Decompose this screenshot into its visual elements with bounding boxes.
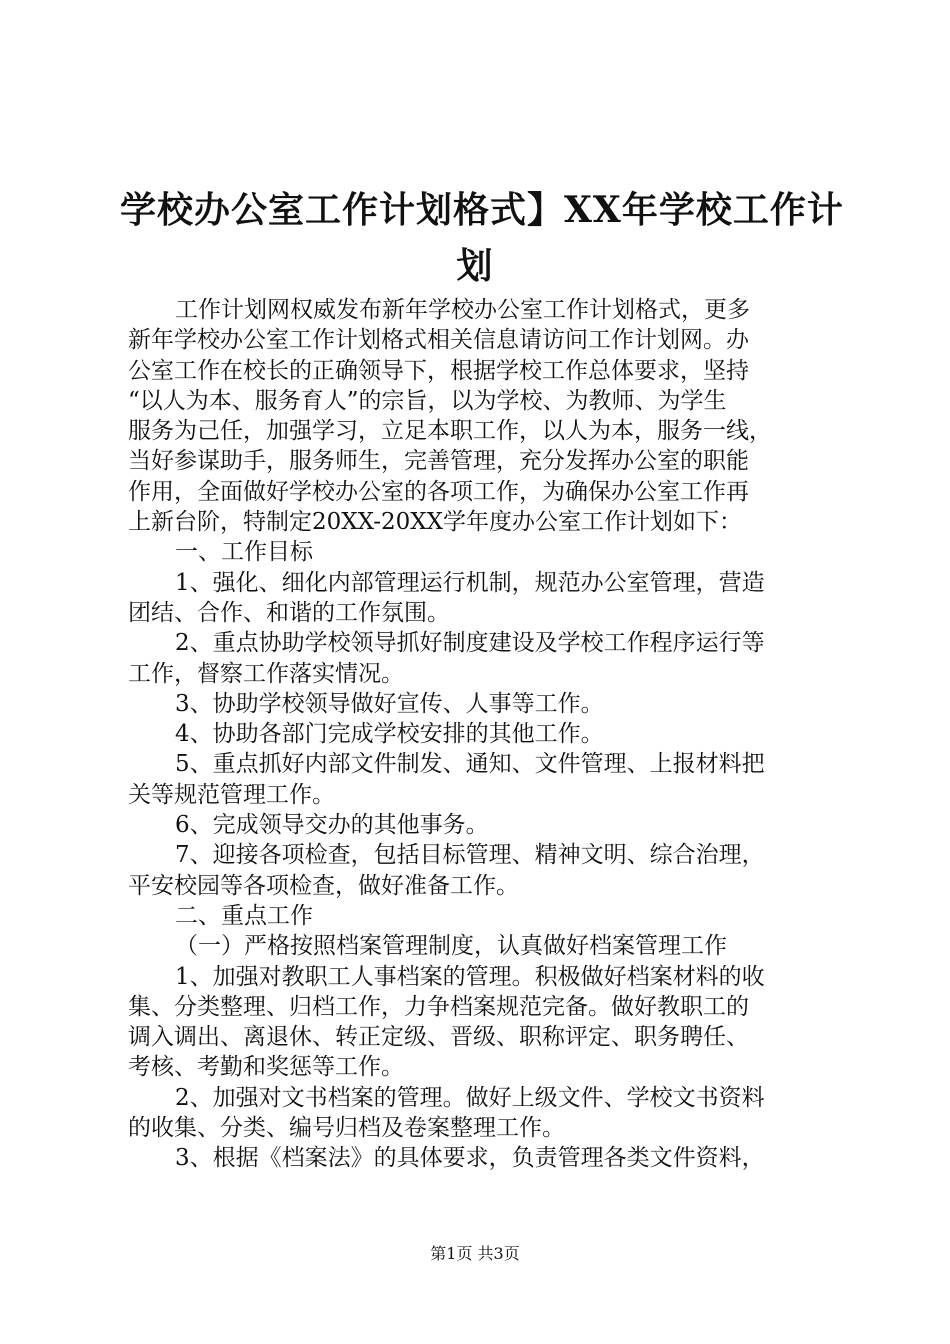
paragraph-line: 的收集、分类、编号归档及卷案整理工作。 bbox=[128, 1115, 565, 1142]
paragraph-line: 1、加强对教职工人事档案的管理。积极做好档案材料的收 bbox=[175, 963, 765, 990]
section-heading: 二、重点工作 bbox=[175, 902, 313, 929]
paragraph-line: 服务为己任，加强学习，立足本职工作，以人为本，服务一线， bbox=[128, 418, 772, 445]
paragraph-line: 工作计划网权威发布新年学校办公室工作计划格式，更多 bbox=[175, 297, 750, 323]
paragraph-line: 5、重点抓好内部文件制发、通知、文件管理、上报材料把 bbox=[175, 751, 765, 778]
title-line: 学校办公室工作计划格式】XX年学校工作计 bbox=[120, 189, 844, 231]
document-title bbox=[120, 182, 844, 294]
paragraph-line: 6、完成领导交办的其他事务。 bbox=[175, 812, 489, 839]
paragraph-line: 考核、考勤和奖惩等工作。 bbox=[128, 1054, 404, 1081]
paragraph-line: 新年学校办公室工作计划格式相关信息请访问工作计划网。办 bbox=[128, 327, 749, 354]
paragraph-line: 7、迎接各项检查，包括目标管理、精神文明、综合治理， bbox=[175, 842, 765, 869]
document-body bbox=[128, 295, 833, 1174]
paragraph-line: 作用，全面做好学校办公室的各项工作，为确保办公室工作再 bbox=[128, 478, 749, 505]
paragraph-line: 3、根据《档案法》的具体要求，负责管理各类文件资料， bbox=[175, 1145, 765, 1172]
paragraph-line: 公室工作在校长的正确领导下，根据学校工作总体要求，坚持 bbox=[128, 357, 749, 384]
paragraph-line: 3、协助学校领导做好宣传、人事等工作。 bbox=[175, 690, 604, 717]
paragraph-line: 2、加强对文书档案的管理。做好上级文件、学校文书资料 bbox=[175, 1084, 765, 1111]
paragraph-line: 调入调出、离退休、转正定级、晋级、职称评定、职务聘任、 bbox=[128, 1024, 749, 1051]
paragraph-line: 工作，督察工作落实情况。 bbox=[128, 660, 404, 687]
paragraph-line: 平安校园等各项检查，做好准备工作。 bbox=[128, 872, 519, 899]
paragraph-line: 关等规范管理工作。 bbox=[128, 781, 335, 808]
paragraph-line: “以人为本、服务育人”的宗旨，以为学校、为教师、为学生 bbox=[128, 387, 727, 414]
title-line: 划 bbox=[456, 245, 494, 287]
paragraph-line: 上新台阶，特制定20XX-20XX学年度办公室工作计划如下： bbox=[128, 509, 742, 536]
paragraph-line: 集、分类整理、归档工作，力争档案规范完备。做好教职工的 bbox=[128, 993, 749, 1020]
paragraph-line: 4、协助各部门完成学校安排的其他工作。 bbox=[175, 721, 604, 748]
section-heading: 一、工作目标 bbox=[175, 539, 313, 566]
paragraph-line: 当好参谋助手，服务师生，完善管理，充分发挥办公室的职能 bbox=[128, 448, 749, 475]
paragraph-line: 2、重点协助学校领导抓好制度建设及学校工作程序运行等 bbox=[175, 630, 765, 657]
paragraph-line: 1、强化、细化内部管理运行机制，规范办公室管理，营造 bbox=[175, 569, 765, 596]
page-footer: 第1页 共3页 bbox=[430, 1244, 520, 1263]
subsection-heading: （一）严格按照档案管理制度，认真做好档案管理工作 bbox=[175, 933, 727, 960]
paragraph-line: 团结、合作、和谐的工作氛围。 bbox=[128, 599, 450, 626]
